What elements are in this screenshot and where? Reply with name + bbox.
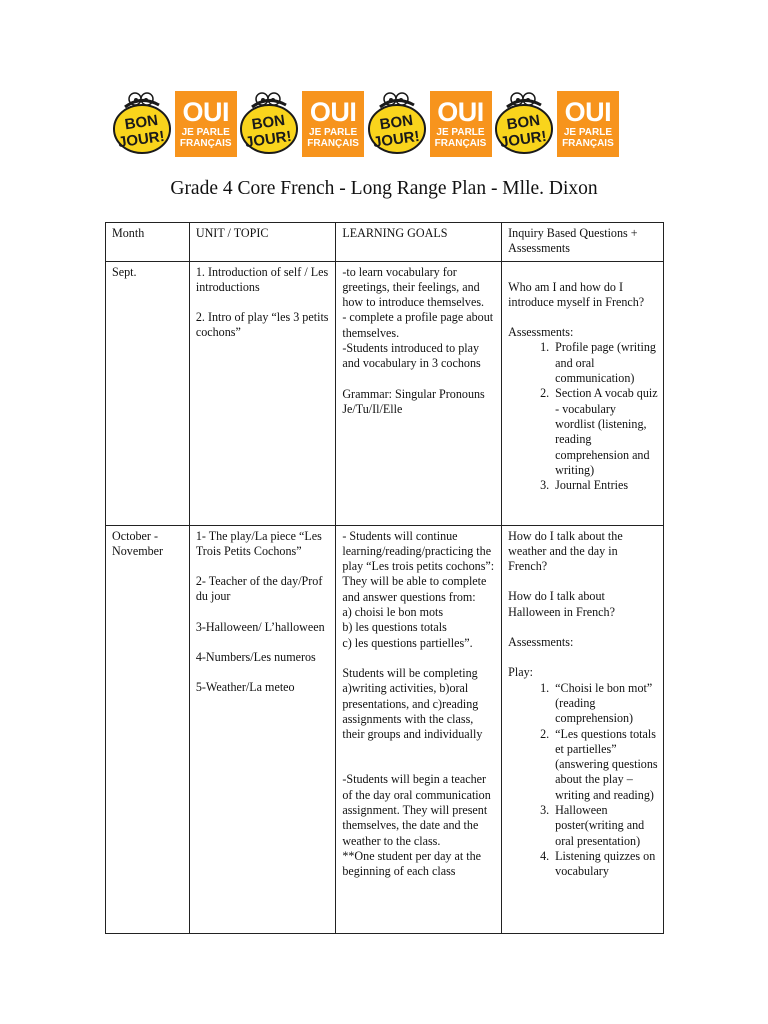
header-banner	[111, 91, 619, 157]
month-cell: Sept.	[106, 261, 190, 525]
bonjour-logo	[238, 91, 300, 157]
assessment-item: 4. Listening quizzes on vocabulary	[552, 849, 658, 880]
oui-francais-logo: OUI JE PARLE FRANÇAIS	[430, 91, 492, 157]
goal-text: -Students introduced to play and vocabulary in 3 cochons	[342, 341, 481, 371]
goal-subitem: c) les questions partielles”.	[342, 635, 473, 650]
svg-text:BON: BON	[378, 111, 414, 134]
goal-note: **One student per day at the beginning of each class	[342, 848, 482, 879]
assessment-cell	[502, 261, 664, 525]
goal-text: - complete a profile page about themselves.	[342, 310, 494, 340]
oui-francais-logo: OUI JE PARLE FRANÇAIS	[302, 91, 364, 157]
topic-item: 1. Introduction of self / Les introductions	[195, 264, 329, 294]
assessment-item: 1. Profile page (writing and oral communication)	[552, 340, 658, 386]
svg-text:JOUR!: JOUR!	[371, 127, 421, 152]
page-title: Grade 4 Core French - Long Range Plan - Mlle. Dixon	[170, 178, 598, 199]
bonjour-logo	[366, 91, 428, 157]
goal-subitem: a) choisi le bon mots	[342, 605, 444, 620]
goal-text: -Students will begin a teacher of the day oral communication assignment. They will present themselves, the date and the weather to the class.	[342, 772, 491, 848]
header-unit-topic: UNIT / TOPIC	[189, 223, 335, 262]
assessment-list	[508, 681, 658, 880]
table-row-october-november	[106, 525, 664, 933]
topic-item: 4-Numbers/Les numeros	[195, 650, 316, 665]
long-range-plan-table	[105, 222, 664, 934]
svg-text:BON: BON	[123, 111, 160, 134]
table-row-september	[106, 261, 664, 525]
inquiry-question: Who am I and how do I introduce myself in French?	[508, 279, 645, 309]
inquiry-question: How do I talk about the weather and the day in French?	[508, 528, 623, 574]
goal-text: - Students will continue learning/reading/practicing the play “Les trois petits cochons”: They will be able to complete and answer questions from:	[342, 528, 495, 604]
goal-subitem: b) les questions totals	[342, 620, 447, 635]
goal-text: -to learn vocabulary for greetings, their feelings, and how to introduce themselves.	[342, 264, 485, 310]
svg-text:JOUR!: JOUR!	[499, 127, 548, 152]
inquiry-question: How do I talk about Halloween in French?	[508, 589, 615, 619]
month-cell: October - November	[106, 525, 190, 933]
svg-text:JOUR!: JOUR!	[244, 127, 294, 152]
bonjour-logo	[111, 91, 173, 157]
header-inquiry-questions: Inquiry Based Questions + Assessments	[502, 223, 664, 262]
table-header-row	[106, 223, 664, 262]
svg-text:BON: BON	[251, 111, 287, 134]
svg-text:BON: BON	[505, 111, 542, 134]
header-learning-goals: LEARNING GOALS	[336, 223, 502, 262]
topic-cell	[189, 261, 335, 525]
topic-item: 2- Teacher of the day/Prof du jour	[195, 574, 323, 604]
header-month: Month	[106, 223, 190, 262]
topic-item: 5-Weather/La meteo	[195, 680, 295, 695]
assessment-list	[508, 340, 658, 493]
assessments-label: Assessments:	[508, 635, 574, 650]
assessments-label: Assessments:	[508, 325, 574, 340]
grammar-text: Grammar: Singular Pronouns Je/Tu/Il/Elle	[342, 386, 485, 416]
svg-text:JOUR!: JOUR!	[117, 127, 166, 152]
assessment-item: 2. “Les questions totals et partielles” (answering questions about the play – writing and reading)	[552, 727, 658, 803]
play-label: Play:	[508, 665, 534, 680]
topic-item: 1- The play/La piece “Les Trois Petits Cochons”	[195, 528, 322, 558]
goal-text: Students will be completing a)writing activities, b)oral presentations, and c)reading assignments with the class, their groups and individually	[342, 665, 483, 742]
assessment-item: 3. Journal Entries	[552, 478, 658, 493]
assessment-item: 1. “Choisi le bon mot” (reading comprehension)	[552, 681, 658, 727]
topic-item: 3-Halloween/ L’halloween	[195, 619, 325, 634]
oui-francais-logo: OUI JE PARLE FRANÇAIS	[175, 91, 237, 157]
assessment-item: 2. Section A vocab quiz - vocabulary wordlist (listening, reading comprehension and writing)	[552, 386, 658, 478]
assessment-cell	[502, 525, 664, 933]
topic-item: 2. Intro of play “les 3 petits cochons”	[195, 310, 329, 340]
goals-cell	[336, 261, 502, 525]
topic-cell	[189, 525, 335, 933]
oui-francais-logo: OUI JE PARLE FRANÇAIS	[557, 91, 619, 157]
bonjour-logo	[493, 91, 555, 157]
goals-cell	[336, 525, 502, 933]
assessment-item: 3. Halloween poster(writing and oral presentation)	[552, 803, 658, 849]
